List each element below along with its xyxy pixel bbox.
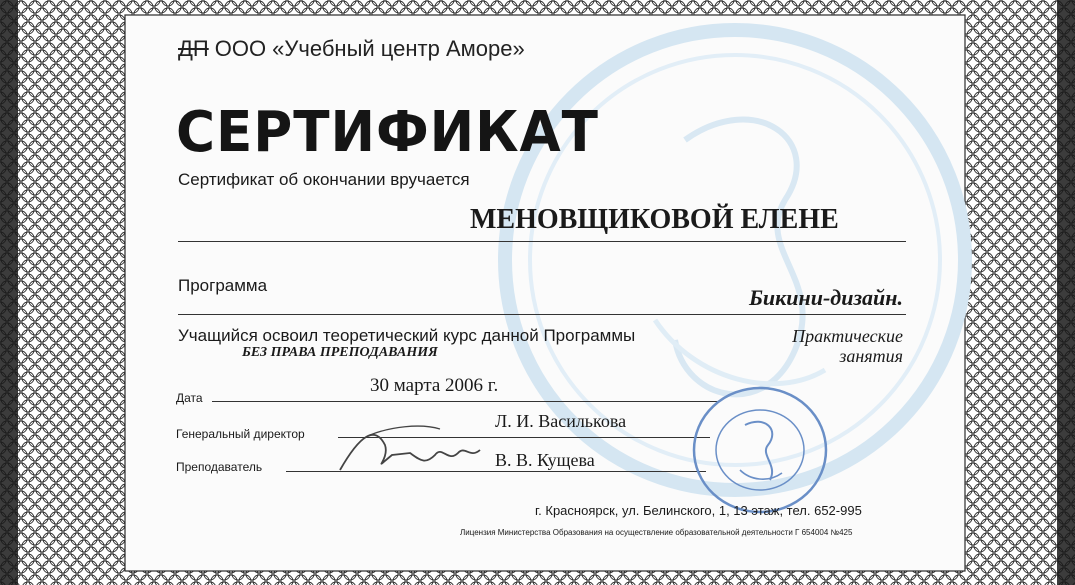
- practice-note: [792, 326, 903, 366]
- organization-stamp: [690, 385, 830, 515]
- practice-line-2: занятия: [839, 346, 903, 366]
- recipient-name: МЕНОВЩИКОВОЙ ЕЛЕНЕ: [470, 204, 839, 235]
- address-text: г. Красноярск, ул. Белинского, 1, 13 этаж, тел. 652-995: [535, 503, 862, 518]
- date-value: 30 марта 2006 г.: [370, 375, 499, 396]
- certificate-title: СЕРТИФИКАТ: [176, 100, 599, 165]
- teacher-name: В. В. Кущева: [495, 450, 595, 470]
- course-text: Учащийся освоил теоретический курс данной Программы: [178, 326, 636, 345]
- program-underline: [178, 314, 906, 315]
- recipient-underline: [178, 241, 906, 242]
- program-label: Программа: [178, 276, 268, 295]
- awarded-text: Сертификат об окончании вручается: [178, 170, 470, 189]
- organization-name: [178, 36, 525, 62]
- practice-line-1: Практические: [792, 326, 903, 346]
- date-underline: [212, 401, 720, 402]
- handwritten-signature: [330, 415, 490, 485]
- date-label: Дата: [176, 391, 203, 405]
- org-name-text: ООО «Учебный центр Аморе»: [214, 36, 525, 61]
- teacher-label: Преподаватель: [176, 460, 263, 474]
- program-value: Бикини-дизайн.: [748, 285, 903, 310]
- org-prefix: ДП: [178, 36, 209, 61]
- no-teaching-note: БЕЗ ПРАВА ПРЕПОДАВАНИЯ: [242, 345, 438, 360]
- director-name: Л. И. Василькова: [495, 411, 627, 431]
- director-label: Генеральный директор: [176, 427, 305, 441]
- license-text: Лицензия Министерства Образования на осуществление образовательной деятельности Г 654004 №425: [460, 528, 853, 537]
